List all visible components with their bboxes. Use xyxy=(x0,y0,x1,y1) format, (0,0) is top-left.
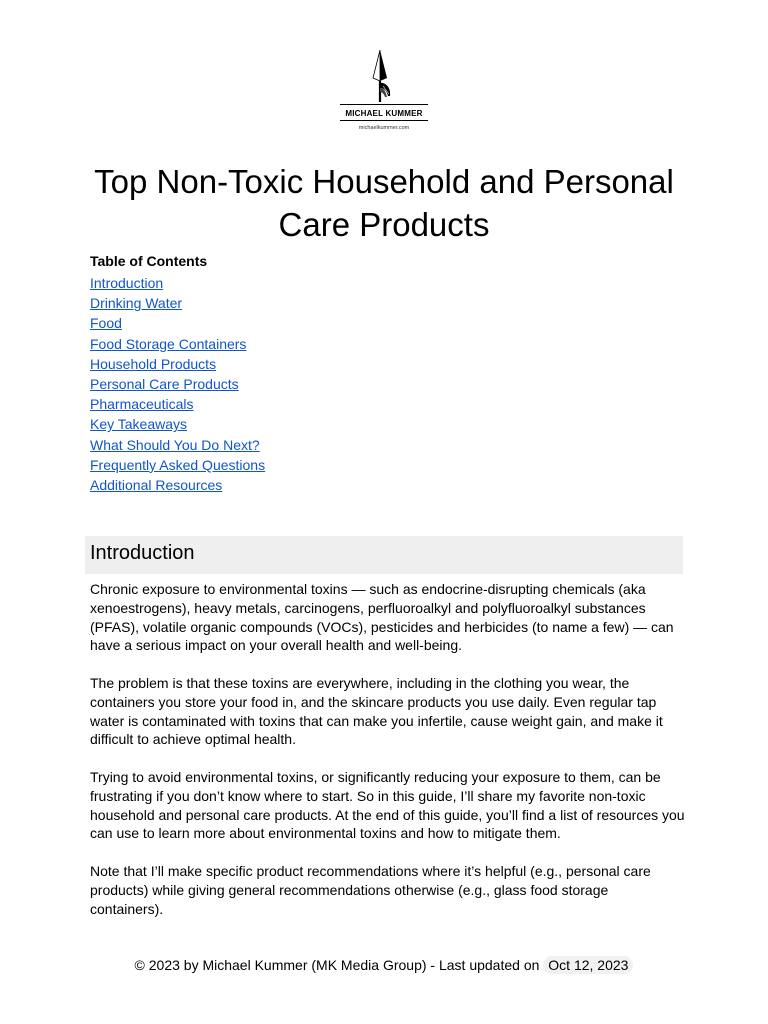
toc-item xyxy=(90,295,265,315)
toc-link-introduction[interactable]: Introduction xyxy=(90,275,164,291)
toc-link-additional-resources[interactable]: Additional Resources xyxy=(90,476,223,493)
site-logo xyxy=(334,48,434,131)
footer-copyright: © 2023 by Michael Kummer (MK Media Group) - Last updated on xyxy=(134,957,540,973)
toc-item xyxy=(90,376,265,396)
toc-link-personal-care-products[interactable]: Personal Care Products xyxy=(90,375,239,392)
logo-name: MICHAEL KUMMER xyxy=(345,109,423,118)
logo-url: michaelkummer.com xyxy=(358,125,410,131)
toc-item xyxy=(90,356,265,376)
intro-paragraph-2: The problem is that these toxins are everywhere, including in the clothing you wear, the containers you store your food in, and the skincare products you use daily. Even regular tap water is contaminated with toxins that can make you infertile, cause weight gain, and make it difficult to achieve optimal health. xyxy=(90,675,663,748)
intro-paragraph-1: Chronic exposure to environmental toxins — such as endocrine-disrupting chemicals (aka xenoestrogens), heavy metals, carcinogens, perfluoroalkyl and polyfluoroalkyl substances (PFAS), volatile organic compounds (VOCs), pesticides and herbicides (to name a few) — can have a serious impact on your overall health and well-being. xyxy=(90,581,674,654)
toc-link-pharmaceuticals[interactable]: Pharmaceuticals xyxy=(90,396,194,413)
toc-item xyxy=(90,315,265,335)
toc-link-household-products[interactable]: Household Products xyxy=(90,355,217,372)
table-of-contents xyxy=(90,275,265,497)
logo-rule xyxy=(340,120,428,121)
toc-item xyxy=(90,457,265,477)
toc-link-key-takeaways[interactable]: Key Takeaways xyxy=(90,416,188,433)
toc-link-what-should-you-do-next[interactable]: What Should You Do Next? xyxy=(90,436,260,453)
logo-rule xyxy=(340,104,428,105)
last-updated-date: Oct 12, 2023 xyxy=(543,956,633,974)
toc-item xyxy=(90,437,265,457)
toc-link-drinking-water[interactable]: Drinking Water xyxy=(90,295,183,312)
toc-item xyxy=(90,275,265,295)
section-heading-introduction: Introduction xyxy=(90,542,195,564)
section-heading-band xyxy=(85,536,683,574)
arrowhead-feather-logo-icon xyxy=(364,48,404,104)
intro-paragraph-3: Trying to avoid environmental toxins, or significantly reducing your exposure to them, can be frustrating if you don’t know where to start. So in this guide, I’ll share my favorite non-toxic household and personal care products. At the end of this guide, you’ll find a list of resources you can use to learn more about environmental toxins and how to mitigate them. xyxy=(90,769,685,842)
toc-link-food[interactable]: Food xyxy=(90,315,122,332)
toc-item xyxy=(90,396,265,416)
toc-link-faq[interactable]: Frequently Asked Questions xyxy=(90,456,266,473)
toc-heading: Table of Contents xyxy=(90,253,208,269)
toc-item xyxy=(90,336,265,356)
toc-item xyxy=(90,416,265,436)
page-footer xyxy=(0,956,768,974)
toc-item xyxy=(90,477,265,497)
document-title: Top Non-Toxic Household and Personal Care Products xyxy=(94,163,674,243)
toc-link-food-storage-containers[interactable]: Food Storage Containers xyxy=(90,335,247,352)
intro-paragraph-4: Note that I’ll make specific product recommendations where it’s helpful (e.g., personal care products) while giving general recommendations otherwise (e.g., glass food storage containers). xyxy=(90,863,651,917)
